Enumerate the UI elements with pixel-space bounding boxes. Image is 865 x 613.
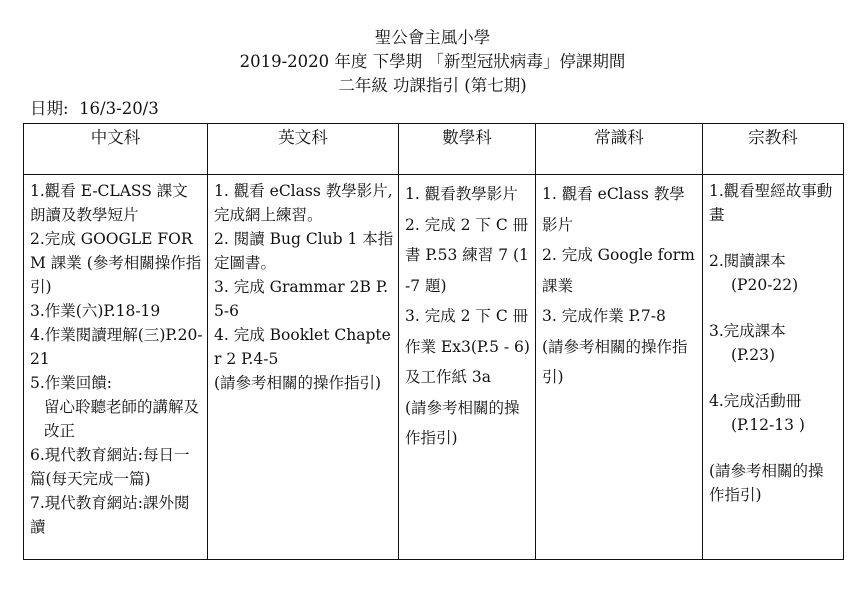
gs-task-1: 1. 觀看 eClass 教學影片 (542, 185, 685, 234)
english-task-2: 2. 閱讀 Bug Club 1 本指定圖書。 (214, 230, 394, 272)
spacer (709, 367, 839, 389)
religion-note: (請參考相關的操作指引) (709, 462, 824, 504)
table-header-row (24, 124, 844, 175)
english-note: (請參考相關的操作指引) (214, 374, 382, 392)
spacer (709, 437, 839, 459)
date-line (30, 98, 159, 120)
column-header-religion: 宗教科 (703, 124, 844, 175)
math-task-2: 2. 完成 2 下 C 冊書 P.53 練習 7 (1-7 題) (405, 215, 529, 295)
date-value: 16/3-20/3 (79, 99, 159, 118)
gs-note: (請參考相關的操作指引) (542, 337, 688, 386)
religion-task-1: 1.觀看聖經故事動畫 (709, 182, 833, 224)
column-header-math: 數學科 (399, 124, 536, 175)
math-task-3: 3. 完成 2 下 C 冊作業 Ex3(P.5 - 6)及工作紙 3a (405, 307, 530, 386)
math-task-1: 1. 觀看教學影片 (405, 185, 518, 203)
date-label: 日期: (30, 99, 69, 118)
religion-task-2: 2.閱讀課本 (709, 252, 786, 270)
chinese-task-1: 1.觀看 E-CLASS 課文朗讀及教學短片 (30, 182, 188, 224)
english-task-4: 4. 完成 Booklet Chapter 2 P.4-5 (214, 326, 391, 368)
chinese-task-4: 4.作業閱讀理解(三)P.20-21 (30, 326, 203, 368)
chinese-task-7: 7.現代教育網站:課外閱讀 (30, 494, 190, 536)
english-cell (208, 175, 399, 560)
gs-task-3: 3. 完成作業 P.7-8 (542, 307, 666, 325)
spacer (709, 227, 839, 249)
chinese-task-6: 6.現代教育網站:每日一篇(每天完成一篇) (30, 446, 190, 488)
chinese-task-5-detail: 留心聆聽老師的講解及改正 (44, 398, 200, 440)
chinese-task-5: 5.作業回饋: (30, 374, 113, 392)
gs-task-2: 2. 完成 Google form 課業 (542, 246, 695, 295)
math-cell (399, 175, 536, 560)
column-header-general-studies: 常識科 (536, 124, 703, 175)
english-task-3: 3. 完成 Grammar 2B P.5-6 (214, 278, 389, 320)
column-header-english: 英文科 (208, 124, 399, 175)
document-header (0, 26, 865, 98)
chinese-cell (24, 175, 208, 560)
english-task-1: 1. 觀看 eClass 教學影片,完成網上練習。 (214, 182, 393, 224)
term-title: 2019-2020 年度 下學期 「新型冠狀病毒」停課期間 (239, 52, 626, 71)
chinese-task-3: 3.作業(六)P.18-19 (30, 302, 161, 320)
grade-subtitle: 二年級 功課指引 (第七期) (338, 76, 527, 95)
math-note: (請參考相關的操作指引) (405, 398, 520, 447)
homework-table (23, 123, 844, 560)
religion-task-3-pages: (P.23) (731, 346, 776, 364)
religion-task-4-pages: (P.12-13 ) (731, 416, 805, 434)
religion-task-4: 4.完成活動冊 (709, 392, 802, 410)
table-row (24, 175, 844, 560)
school-name: 聖公會主風小學 (374, 28, 491, 47)
column-header-chinese: 中文科 (24, 124, 208, 175)
religion-cell (703, 175, 844, 560)
chinese-task-2: 2.完成 GOOGLE FORM 課業 (參考相關操作指引) (30, 230, 202, 296)
religion-task-3: 3.完成課本 (709, 322, 786, 340)
spacer (709, 297, 839, 319)
religion-task-2-pages: (P20-22) (731, 276, 799, 294)
general-studies-cell (536, 175, 703, 560)
